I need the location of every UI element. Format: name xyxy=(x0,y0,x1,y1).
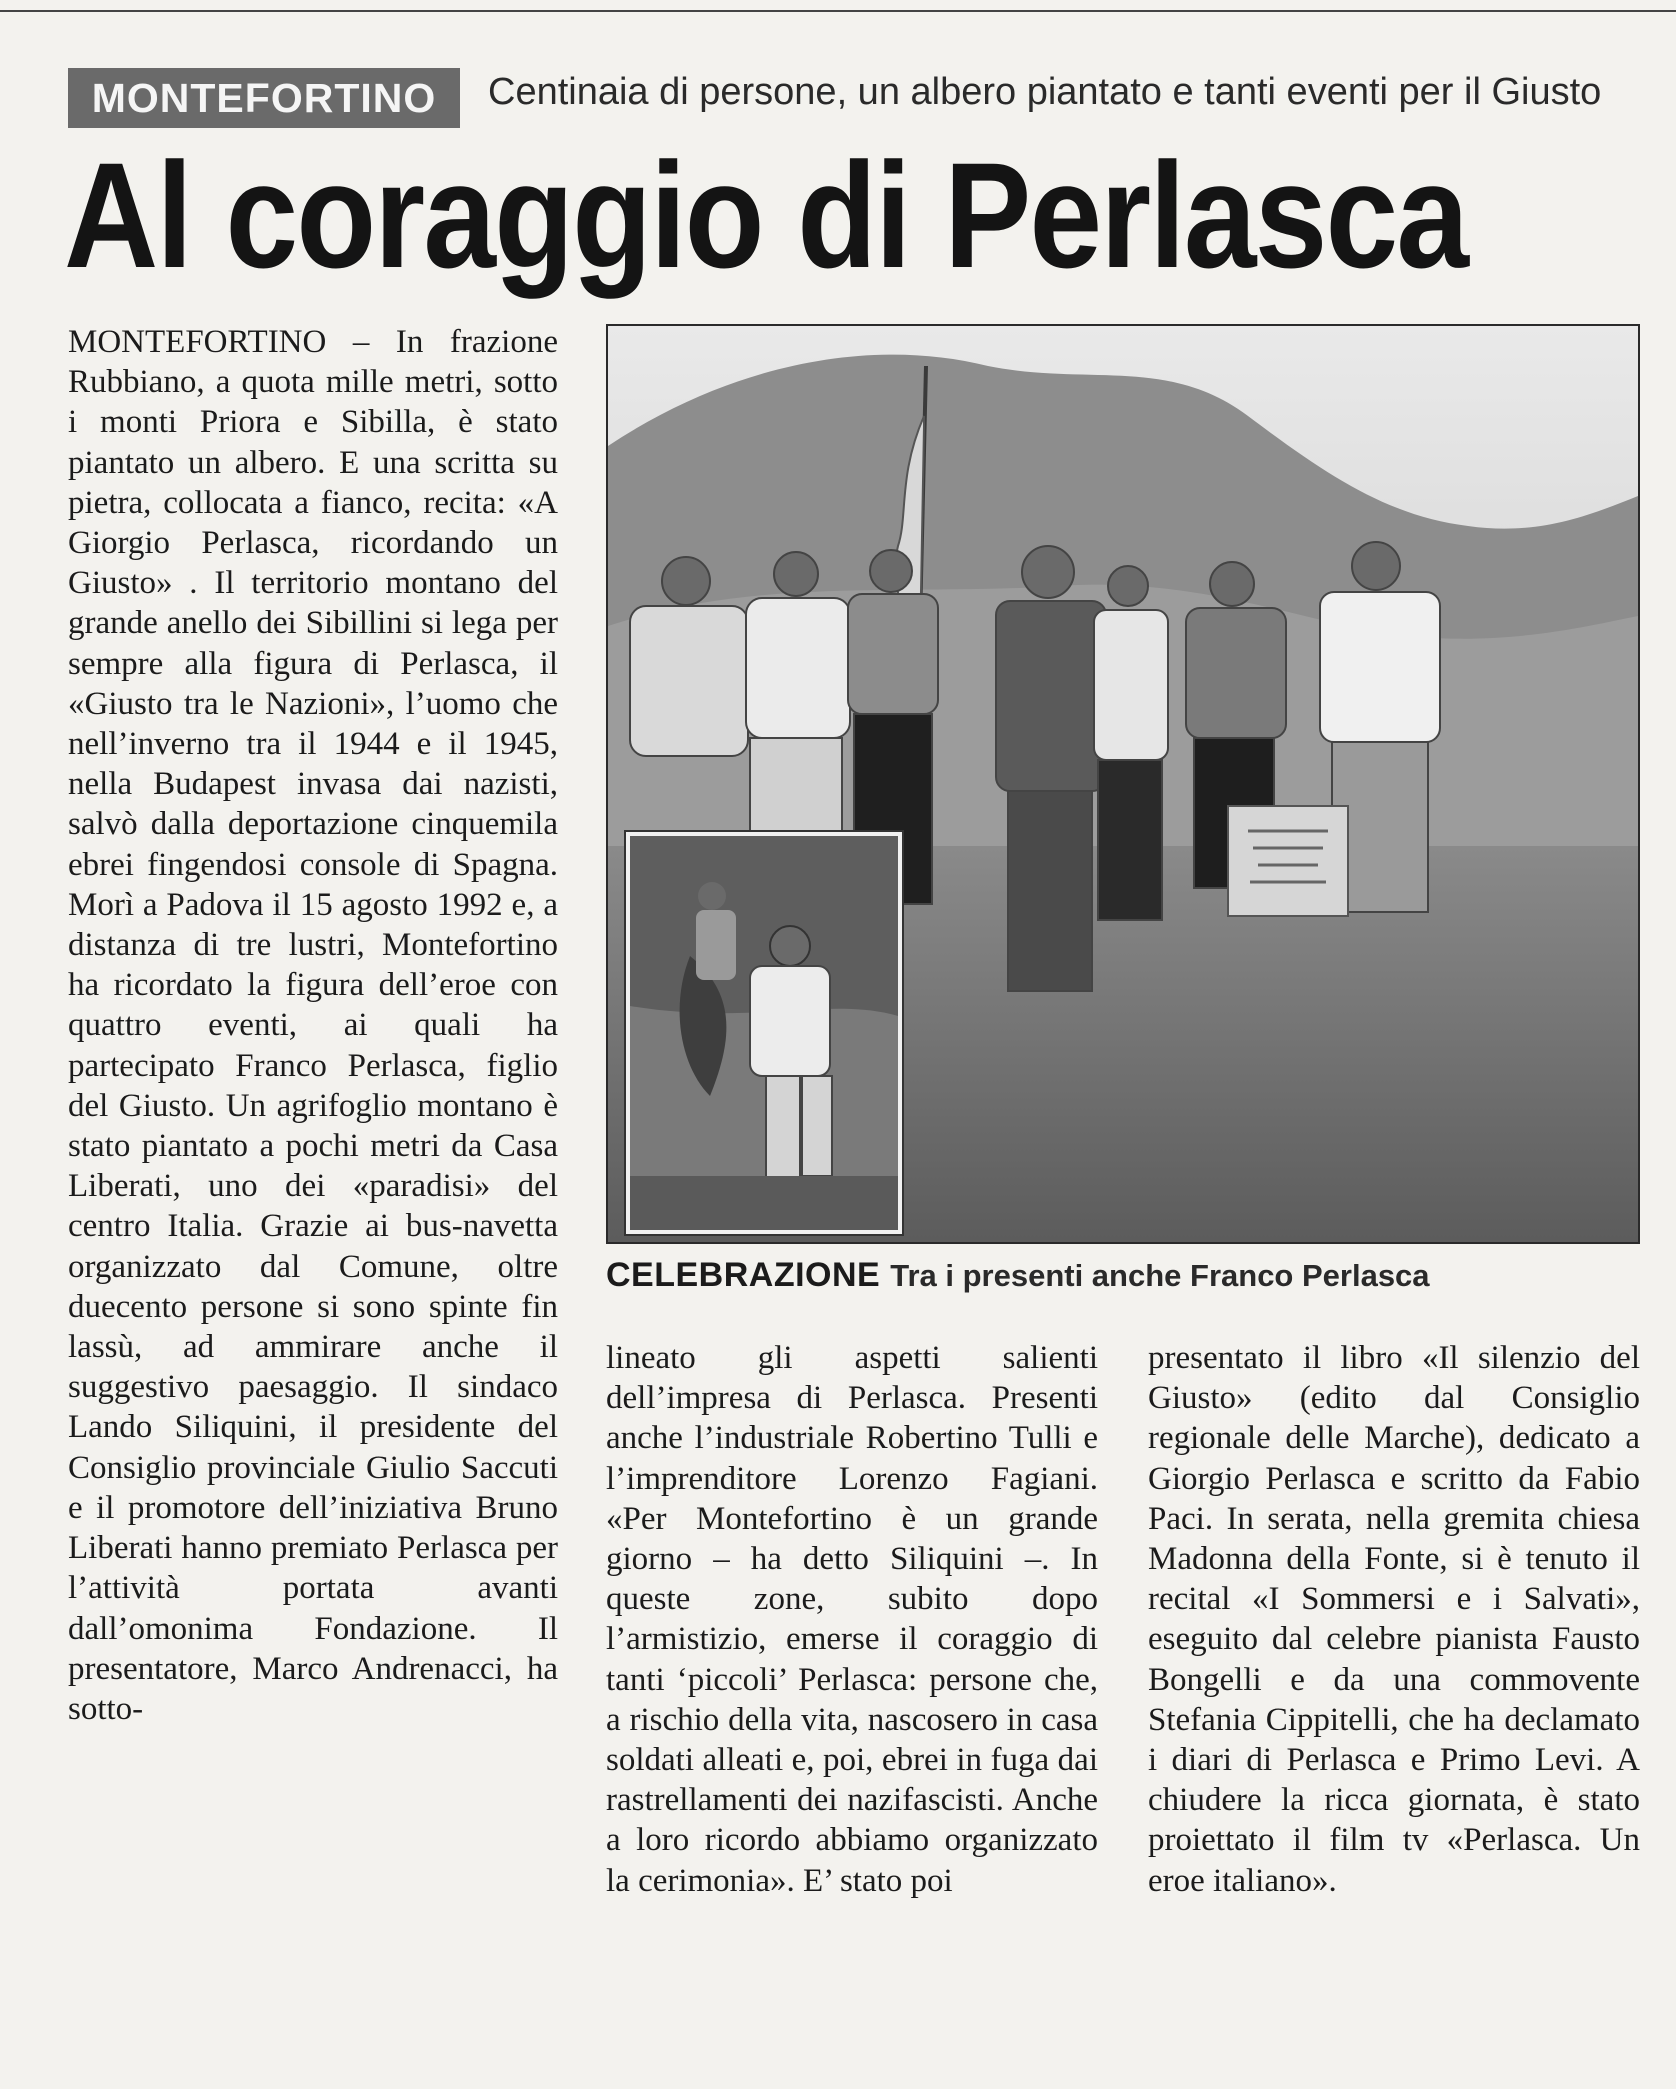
photo-caption xyxy=(606,1256,1640,1306)
column-2-text: lineato gli aspetti salienti dell’impresa di Perlasca. Presenti anche l’industriale Robertino Tulli e l’imprenditore Lorenzo Fagiani. «Per Montefortino è un grande giorno – ha detto Siliquini –. In queste zone, subito dopo l’armistizio, emerse il coraggio di tanti ‘piccoli’ Perlasca: persone che, a rischio della vita, nascosero in casa soldati alleati e, poi, ebrei in fuga dai rastrellamenti dei nazifascisti. Anche a loro ricordo abbiamo organizzato la cerimonia». E’ stato poi xyxy=(606,1340,1098,1899)
inset-photo xyxy=(626,832,902,1234)
kicker-row xyxy=(68,68,1668,128)
column-3-text: presentato il libro «Il silenzio del Giusto» (edito dal Consiglio regionale delle Marche), dedicato a Giorgio Perlasca e scritto da Fabio Paci. In serata, nella gremita chiesa Madonna della Fonte, si è tenuto il recital «I Sommersi e i Salvati», eseguito dal celebre pianista Fausto Bongelli e da una commovente Stefania Cippitelli, che ha declamato i diari di Perlasca e Primo Levi. A chiudere la ricca giornata, è stato proiettato il film tv «Perlasca. Un eroe italiano». xyxy=(1148,1340,1640,1899)
caption-text: Tra i presenti anche Franco Perlasca xyxy=(890,1258,1430,1293)
column-1-text: MONTEFORTINO – In frazione Rubbiano, a quota mille metri, sotto i monti Priora e Sibilla, è stato piantato un albero. E una scritta su pietra, collocata a fianco, recita: «A Giorgio Perlasca, ricordando un Giusto» . Il territorio montano del grande anello dei Sibillini si lega per sempre alla figura di Perlasca, il «Giusto tra le Nazioni», l’uomo che nell’inverno tra il 1944 e il 1945, nella Budapest invasa dai nazisti, salvò dalla deportazione cinquemila ebrei fingendosi console di Spagna. Morì a Padova il 15 agosto 1992 e, a distanza di tre lustri, Montefortino ha ricordato la figura dell’eroe con quattro eventi, ai quali ha partecipato Franco Perlasca, figlio del Giusto. Un agrifoglio montano è stato piantato a pochi metri da Casa Liberati, uno dei «paradisi» del centro Italia. Grazie ai bus-navetta organizzato dal Comune, oltre duecento persone si sono spinte fin lassù, ad ammirare anche il suggestivo paesaggio. Il sindaco Lando Siliquini, il presidente del Consiglio provinciale Giulio Saccuti e il promotore dell’iniziativa Bruno Liberati hanno premiato Perlasca per l’attività portata avanti dall’omonima Fondazione. Il presentatore, Marco Andrenacci, ha sotto- xyxy=(68,324,558,1727)
top-rule xyxy=(0,10,1676,12)
headline: Al coraggio di Perlasca xyxy=(64,131,1468,299)
caption-label: CELEBRAZIONE xyxy=(606,1256,881,1294)
article-column-1 xyxy=(68,322,558,1729)
inset-scene xyxy=(630,836,898,1230)
article-column-3 xyxy=(1148,1338,1640,1901)
subheadline: Centinaia di persone, un albero piantato e tanti eventi per il Giusto xyxy=(488,71,1602,113)
article-column-2 xyxy=(606,1338,1098,1901)
section-label: MONTEFORTINO xyxy=(68,68,460,128)
memorial-stone xyxy=(1228,806,1348,916)
